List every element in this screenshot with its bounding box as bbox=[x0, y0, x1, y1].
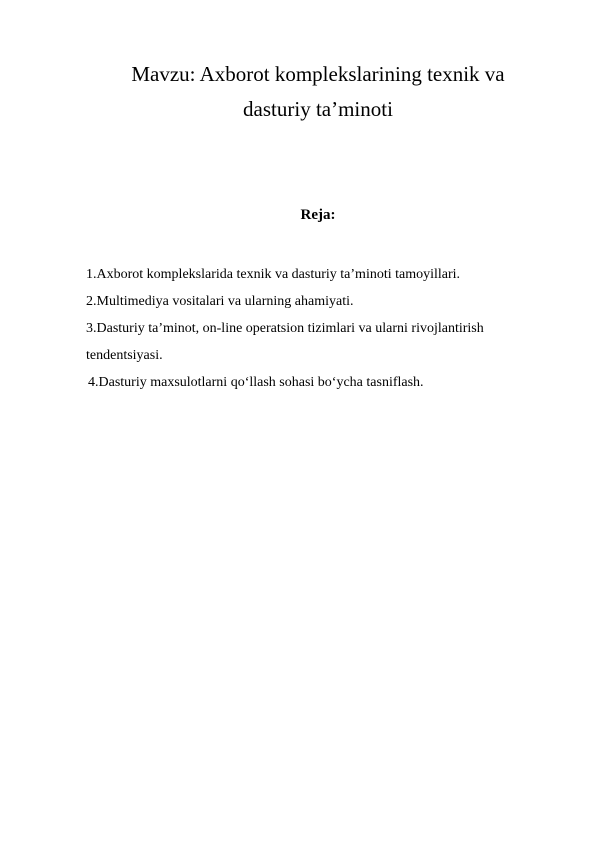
plan-item-4: 4.Dasturiy maxsulotlarni qo‘llash sohasi bo‘ycha tasniflash. bbox=[88, 375, 424, 390]
plan-item-3-continuation: tendentsiyasi. bbox=[86, 348, 163, 363]
plan-list bbox=[86, 261, 566, 396]
plan-item-1: 1.Axborot komplekslarida texnik va dasturiy ta’minoti tamoyillari. bbox=[86, 267, 461, 282]
document-title-line-2: dasturiy ta’minoti bbox=[243, 97, 393, 121]
plan-item-3: 3.Dasturiy ta’minot, on-line operatsion tizimlari va ularni rivojlantirish bbox=[86, 321, 484, 336]
plan-item-2: 2.Multimediya vositalari va ularning ahamiyati. bbox=[86, 294, 354, 309]
document-title-line-1: Mavzu: Axborot komplekslarining texnik va bbox=[131, 62, 505, 86]
plan-heading: Reja: bbox=[300, 207, 336, 223]
